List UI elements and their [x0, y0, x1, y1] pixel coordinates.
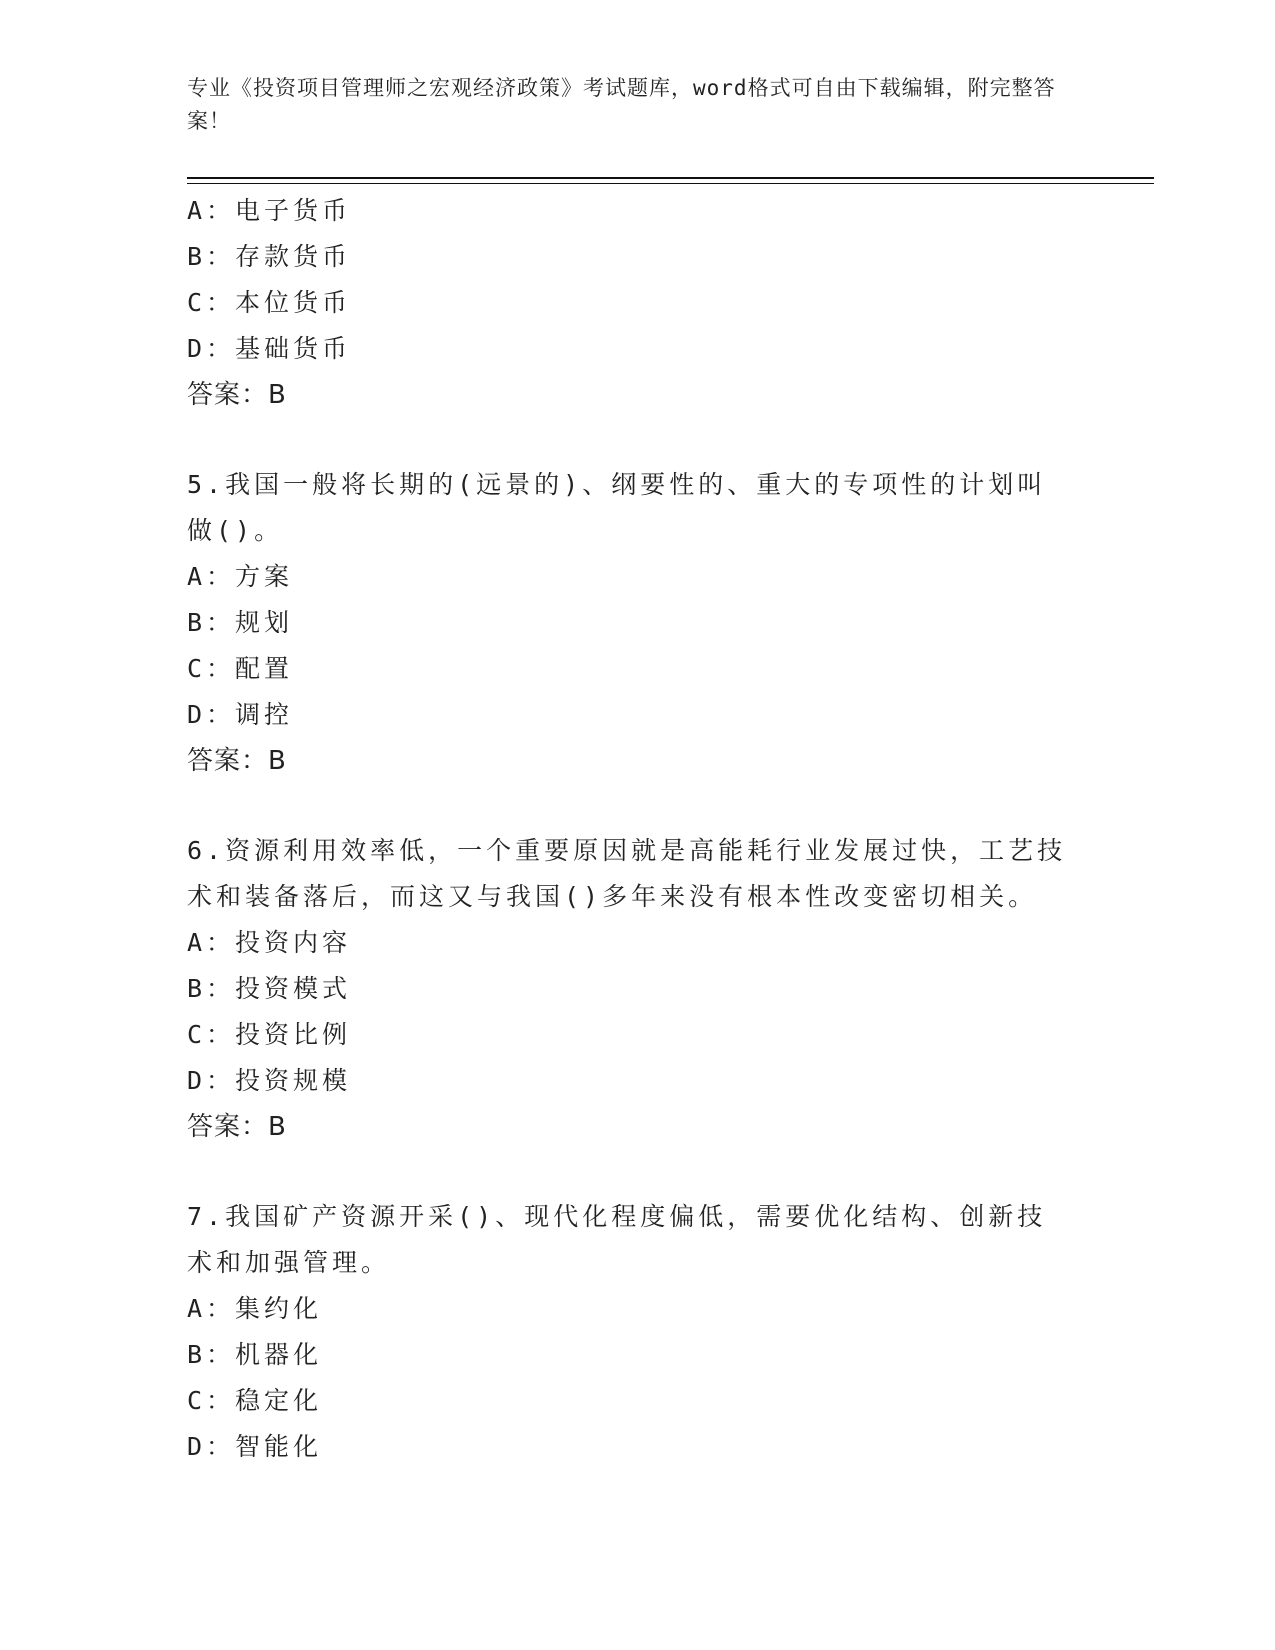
option-a: A：投资内容: [187, 928, 352, 957]
option-b: B：规划: [187, 608, 294, 637]
option-b: B：存款货币: [187, 242, 352, 271]
answer-line: 答案：B: [187, 380, 287, 410]
option-a: A：电子货币: [187, 196, 352, 225]
question-6: [187, 828, 1087, 1150]
question-text: 6.资源利用效率低，一个重要原因就是高能耗行业发展过快，工艺技术和装备落后，而这又与我国()多年来没有根本性改变密切相关。: [187, 836, 1067, 911]
option-b: B：投资模式: [187, 974, 352, 1003]
option-c: C：稳定化: [187, 1386, 323, 1415]
header-rule-thin: [187, 183, 1154, 184]
option-d: D：投资规模: [187, 1066, 352, 1095]
option-a: A：方案: [187, 562, 294, 591]
question-text: 5.我国一般将长期的(远景的)、纲要性的、重大的专项性的计划叫做()。: [187, 470, 1047, 545]
option-d: D：基础货币: [187, 334, 352, 363]
question-text: 7.我国矿产资源开采()、现代化程度偏低，需要优化结构、创新技术和加强管理。: [187, 1202, 1047, 1277]
option-c: C：投资比例: [187, 1020, 352, 1049]
document-header: 专业《投资项目管理师之宏观经济政策》考试题库，word格式可自由下载编辑，附完整答案！: [187, 76, 1056, 133]
option-d: D：智能化: [187, 1432, 323, 1461]
option-b: B：机器化: [187, 1340, 323, 1369]
option-c: C：配置: [187, 654, 294, 683]
option-c: C：本位货币: [187, 288, 352, 317]
question-4-continued: [187, 188, 1087, 418]
option-d: D：调控: [187, 700, 294, 729]
answer-line: 答案：B: [187, 746, 287, 776]
option-a: A：集约化: [187, 1294, 323, 1323]
question-5: [187, 462, 1087, 784]
question-list: [187, 188, 1087, 1470]
header-rule-thick: [187, 177, 1154, 179]
question-7: [187, 1194, 1087, 1470]
answer-line: 答案：B: [187, 1112, 287, 1142]
